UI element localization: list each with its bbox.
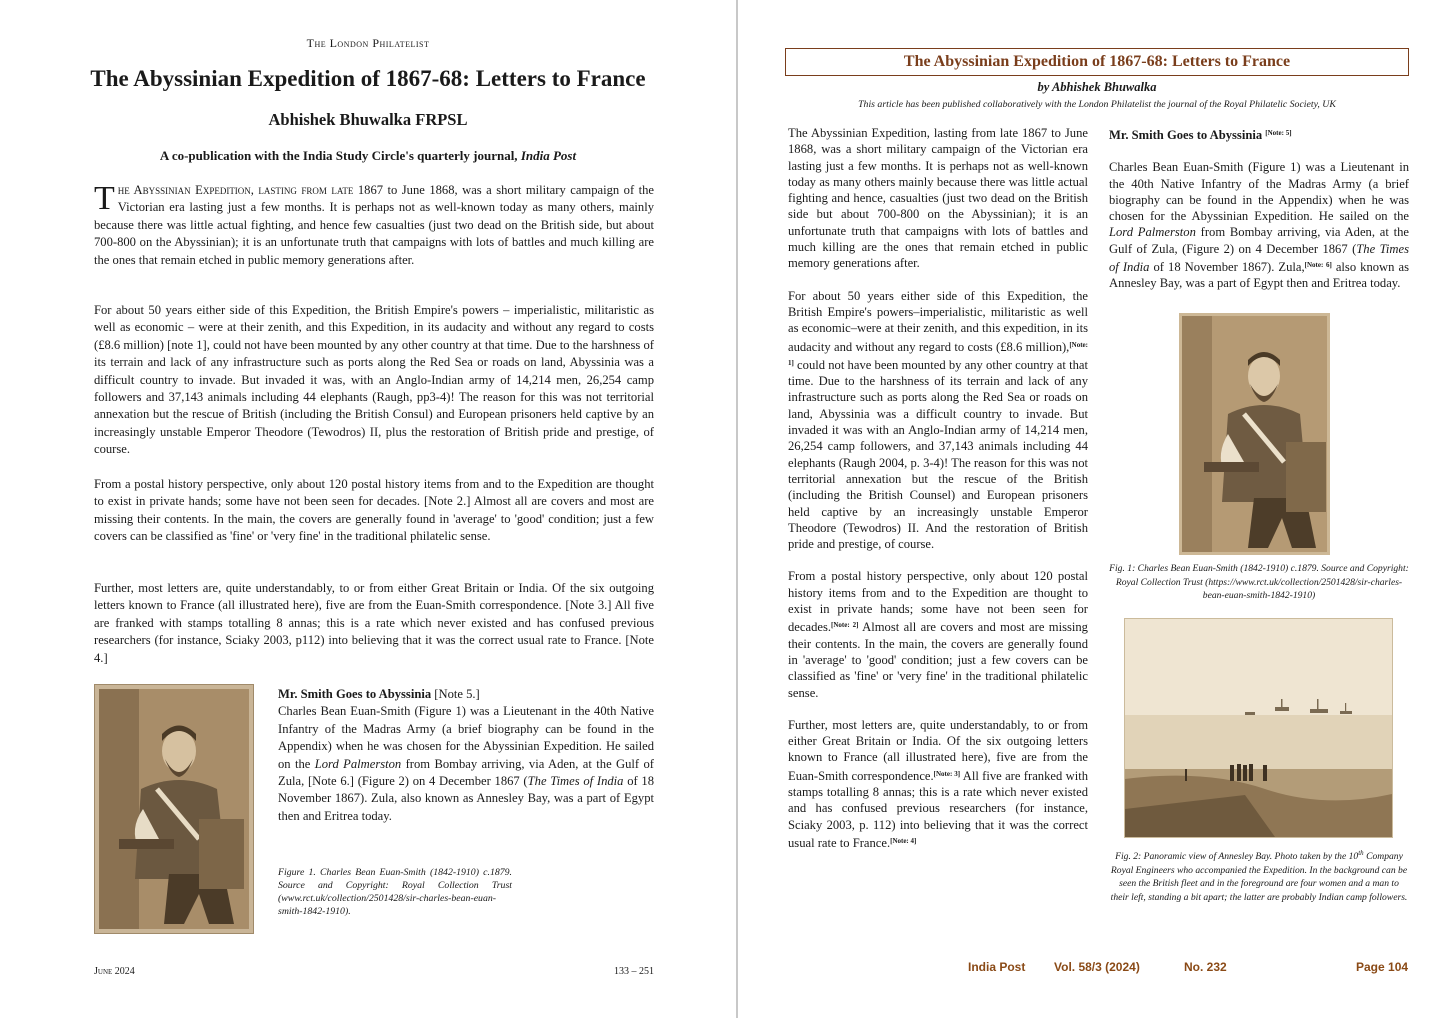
col1-paragraph-4 xyxy=(788,717,1088,851)
footer-date: June 2024 xyxy=(94,966,135,977)
note-5-ref: [Note: 5] xyxy=(1265,129,1292,137)
figure-1-portrait xyxy=(94,684,254,934)
newspaper-name-right: The Times of India xyxy=(1109,241,1409,275)
col1-paragraph-1: The Abyssinian Expedition, lasting from late 1867 to June 1868, was a short military campaign of the Victorian era lasting just a few months. It is perhaps not as well-known today as many others mainly because there was little actual fighting and hence, casualties (just two dead on the British side but about 700-800 on the Abyssinian); it is an unfortunate truth that campaigns with lots of battles and much killing are the ones that remain etched in public memory generations after. xyxy=(788,126,1088,271)
copub-text: A co-publication with the India Study Circle's quarterly journal, xyxy=(159,148,521,163)
paragraph-1-text: 1867 to June 1868, was a short military campaign of the Victorian era lasting just a few months. It is perhaps not as well-known today as many others, mainly because there was little actual fighting, and hence few casualties (just two dead on the British side, but about 700-800 on the Abyssinian); it is an unfortunate truth that campaigns with lots of battles and much killing are the ones that remain etched in public memory generations after. xyxy=(94,183,655,267)
page-spine xyxy=(736,0,738,1018)
fig2-caption-sup: th xyxy=(1358,849,1364,857)
section-text-c: of 18 November 1867). Zula, also known as Annesley Bay, was a part of Egypt then and Eritrea today. xyxy=(278,774,655,823)
paragraph-2-text: For about 50 years either side of this Expedition, the British Empire's powers – imperialistic, militaristic as well as economic – were at their zenith, and this Expedition, in its audacity and without any regard to costs (£8.6 million) [note 1], could not have been mounted by any other country at that time. Due to the harshness of its terrain and lack of any infrastructure such as ports along the Red Sea or roads on land, Abyssinia was a difficult country to invade. But invaded it was, with an Anglo-Indian army of 14,214 men, 26,254 camp followers and 37,143 animals including 44 elephants (Raugh, pp3-4)! The reason for this was not territorial annexation but the rescue of British (including the British Consul) and European prisoners held captive by an increasingly unstable Emperor Theodore (Tewodros) II, plus the restoration of British pride and prestige, of course. xyxy=(94,303,654,457)
ship-name: Lord Palmerston xyxy=(314,756,402,771)
footer-journal: India Post xyxy=(968,960,1026,974)
fig2-caption-text-a: Fig. 2: Panoramic view of Annesley Bay. Photo taken by the 10 xyxy=(1115,851,1359,863)
column-2 xyxy=(1109,125,1409,292)
portrait-illustration xyxy=(99,689,249,929)
article-title-box: The Abyssinian Expedition of 1867-68: Letters to France xyxy=(785,48,1409,76)
bay-illustration xyxy=(1125,619,1392,837)
portrait-illustration-right xyxy=(1182,316,1327,552)
section-heading: Mr. Smith Goes to Abyssinia xyxy=(278,687,432,701)
author-suffix: FRPSL xyxy=(415,110,468,129)
column-1 xyxy=(788,125,1088,851)
col1-p3-text-a: From a postal history perspective, only about 120 postal history items from and to the Expedition are thought to exist in private hands; some have not been seen for decades. xyxy=(788,569,1088,635)
figure-1-caption-right: Fig. 1: Charles Bean Euan-Smith (1842-1910) c.1879. Source and Copyright: Royal Collection Trust (https://www.rct.uk/collection/2501428/sir-charles-bean-euan-smith-1842-1910) xyxy=(1109,563,1409,601)
fig2-caption-text-b: Company Royal Engineers who accompanied the Expedition. In the background can be seen the British fleet and in the foreground are four women and a man to their left, standing a bit apart; the latter are probably Indian camp followers. xyxy=(1110,851,1408,903)
paragraph-3 xyxy=(94,476,654,546)
col2-text-b: from Bombay arriving, via Aden, at the Gulf of Zula, (Figure 2) on 4 December 1867 ( xyxy=(1109,225,1409,256)
article-title: The Abyssinian Expedition of 1867-68: Letters to France xyxy=(90,66,646,91)
paragraph-4-text: Further, most letters are, quite understandably, to or from either Great Britain or India. Of the six outgoing letters known to France (all illustrated here), five are from the Euan-Smith correspondence. [Note 3.] All five are franked with stamps totalling 8 annas; this is a rate which never existed and has confused previous researchers (for instance, Sciaky 2003, p112) into believing that it was the correct usual rate to France. [Note 4.] xyxy=(94,581,654,665)
figure-2-annesley-bay xyxy=(1124,618,1393,838)
lead-in-smallcaps: he Abyssinian Expedition, lasting from late xyxy=(117,183,354,197)
col1-p4-text-a: Further, most letters are, quite understandably, to or from either Great Britain or India. Of the six outgoing letters known to France (all illustrated here), five are from the Euan-Smith correspondence. xyxy=(788,717,1088,783)
running-head: The London Philatelist xyxy=(306,36,430,50)
drop-cap: T xyxy=(94,180,115,217)
note-1-ref: [Note: 1] xyxy=(788,340,1088,367)
copub-journal: India Post xyxy=(520,148,577,163)
newspaper-name: The Times of India xyxy=(527,774,624,789)
figure-1-portrait-right xyxy=(1179,313,1330,555)
author-name: Abhishek Bhuwalka xyxy=(268,110,412,129)
col1-paragraph-2 xyxy=(788,288,1088,553)
col2-text-a: Charles Bean Euan-Smith (Figure 1) was a Lieutenant in the 40th Native Infantry of the Madras Army (a brief biography can be found in the Appendix) when he was chosen for the Abyssinian Expedition. He sailed on the xyxy=(1109,160,1409,224)
paragraph-2 xyxy=(94,302,654,459)
collaboration-note: This article has been published collaboratively with the London Philatelist the journal of the Royal Philatelic Society, UK xyxy=(858,99,1336,110)
col2-text-d: also known as Annesley Bay, was a part of Egypt then and Eritrea today. xyxy=(1109,260,1409,291)
col1-p3-text-b: Almost all are covers and most are missing their contents. In the main, the covers are generally found in 'average' to 'good' condition; just a few covers can be classified as 'fine' or 'very fine' in the traditional philatelic sense. xyxy=(788,620,1088,700)
copublication-note xyxy=(60,148,676,164)
footer-issue: No. 232 xyxy=(1184,960,1227,974)
paragraph-4 xyxy=(94,580,654,667)
col2-text-c: of 18 November 1867). Zula, xyxy=(1149,260,1305,275)
note-6-ref: [Note: 6] xyxy=(1304,261,1332,270)
section-smith xyxy=(278,686,654,825)
note-3-ref: [Note: 3] xyxy=(933,769,961,778)
byline: by Abhishek Bhuwalka xyxy=(1037,80,1157,94)
col1-p2-text-b: could not have been mounted by any other country at that time. Due to the harshness of its terrain and lack of any infrastructure such as ports along the Red Sea or roads on land, Abyssinia was a difficult country to invade. But invaded it was with an Anglo-Indian army of 14,214 men, 26,254 camp followers, and 37,143 animals including 44 elephants (Raugh 2004, p. 3-4)! The reason for this was not territorial annexation but the rescue of the British (including the British Counsel) and European prisoners held captive by an increasingly unstable Emperor Theodore (Tewodros) II. And the restoration of British pride and prestige, of course. xyxy=(788,357,1088,552)
figure-2-caption xyxy=(1109,847,1409,904)
col2-paragraph xyxy=(1109,159,1409,291)
section-text-b: from Bombay arriving, via Aden, at the Gulf of Zula, [Note 6.] (Figure 2) on 4 December 1867 ( xyxy=(278,756,654,789)
author-line xyxy=(60,110,676,130)
col1-p2-text-a: For about 50 years either side of this Expedition, the British Empire's powers–imperialistic, militaristic as well as economic–were at their zenith, and this expedition, in its audacity and without any regard to costs (£8.6 million), xyxy=(788,288,1088,354)
section-text-a: Charles Bean Euan-Smith (Figure 1) was a Lieutenant in the 40th Native Infantry of the Madras Army (a brief biography can be found in the Appendix) when he was chosen for the Abyssinian Expedition. He sailed on the xyxy=(278,704,654,771)
section-note: [Note 5.] xyxy=(431,687,480,701)
col1-paragraph-3 xyxy=(788,568,1088,700)
paragraph-3-text: From a postal history perspective, only about 120 postal history items from and to the Expedition are thought to exist in private hands; some have not been seen for decades. [Note 2.] Almost all are covers and most are missing their contents. In the main, the covers are generally found in 'average' to 'good' condition; just a few covers can be classified as 'fine' or 'very fine' in the traditional philatelic sense. xyxy=(94,477,654,544)
paragraph-1 xyxy=(94,182,654,269)
ship-name-right: Lord Palmerston xyxy=(1109,225,1196,240)
right-page xyxy=(740,0,1456,1018)
footer-page: Page 104 xyxy=(1356,960,1409,974)
col1-p4-text-b: All five are franked with stamps totalling 8 annas; this is a rate which never existed and has confused previous researchers (for instance, Sciaky 2003, p. 112) into believing that it was the correct usual rate to France. xyxy=(788,768,1088,850)
figure-1-caption: Figure 1. Charles Bean Euan-Smith (1842-1910) c.1879. Source and Copyright: Royal Collection Trust (www.rct.uk/collection/2501428/sir-charles-bean-euan-smith-1842-1910). xyxy=(278,867,512,917)
section-heading-right: Mr. Smith Goes to Abyssinia xyxy=(1109,128,1263,142)
footer-page-number: 133 – 251 xyxy=(614,966,654,977)
footer-volume: Vol. 58/3 (2024) xyxy=(1054,960,1140,974)
note-4-ref: [Note: 4] xyxy=(890,836,917,845)
note-2-ref: [Note: 2] xyxy=(831,621,859,630)
